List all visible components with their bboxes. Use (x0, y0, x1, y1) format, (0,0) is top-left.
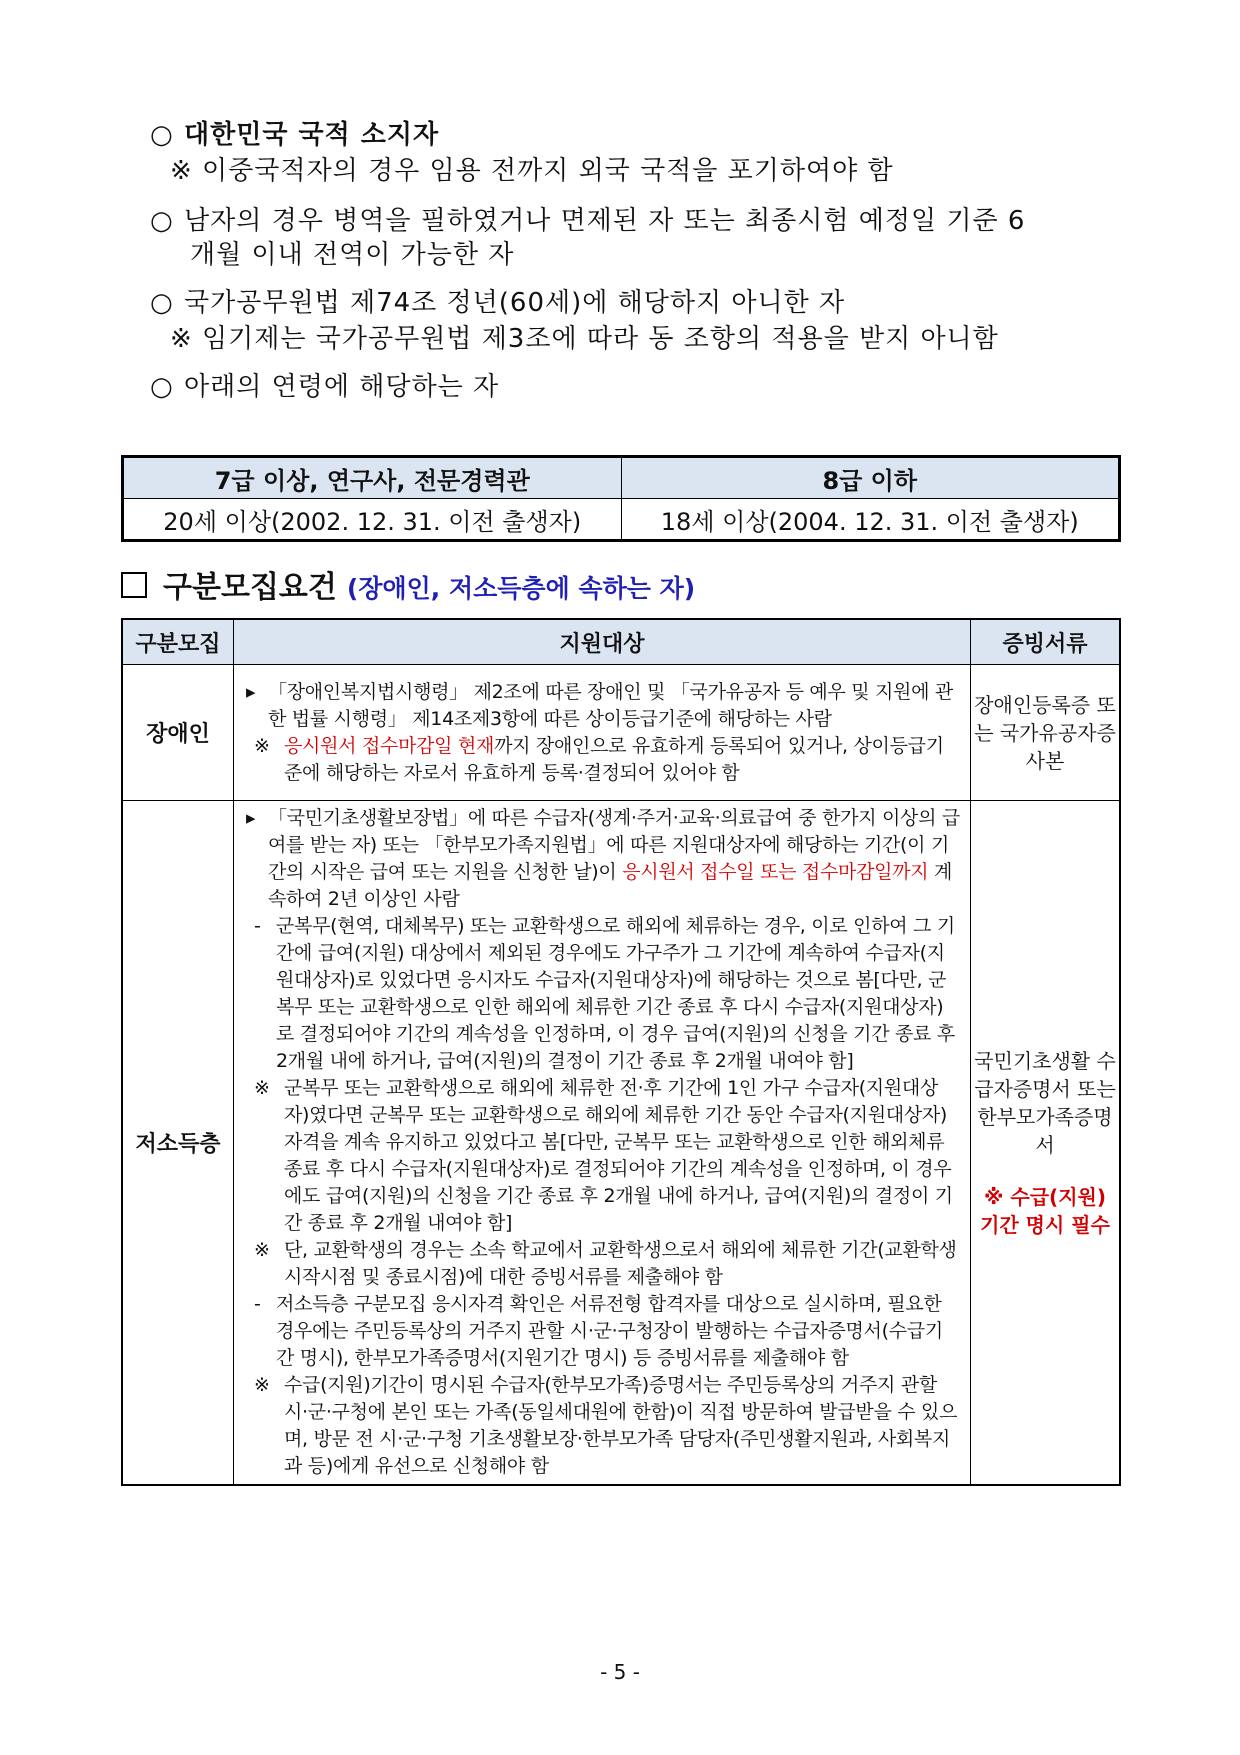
requirement-military (150, 200, 1025, 237)
reference-mark-icon: ※ (254, 1077, 270, 1099)
list-item: ※ 군복무 또는 교환학생으로 해외에 체류한 전·후 기간에 1인 가구 수급자(지원대상자)였다면 군복무 또는 교환학생으로 해외에 체류한 기간 동안 수급자(지원대상자) 자격을 계속 유지하고 있었다고 봄[다만, 군복무 또는 교환학생으로 인한 해외체류 종료 후 다시 수급자(지원대상자)로 결정되어야 기간의 계속성을 인정하며, 이 경우에도 급여(지원)의 신청을 기간 종료 후 2개월 내에 하거나, 급여(지원)의 결정이 기간 종료 후 2개월 내여야 함] (254, 1077, 953, 1234)
circle-bullet-icon: ○ (150, 372, 174, 402)
requirement-nationality (150, 114, 439, 151)
eligibility-content (234, 665, 971, 801)
list-item: ▸ 「장애인복지법시행령」 제2조에 따른 장애인 및 「국가유공자 등 예우 및 지원에 관한 법률 시행령」 제14조제3항에 따른 상이등급기준에 해당하는 사람 (246, 680, 953, 730)
requirement-text: 국가공무원법 제74조 정년(60세)에 해당하지 아니한 자 (184, 288, 846, 318)
dash-bullet-icon: - (254, 915, 261, 937)
table-cell: 18세 이상(2004. 12. 31. 이전 출생자) (621, 499, 1120, 541)
requirement-text: 남자의 경우 병역을 필하였거나 면제된 자 또는 최종시험 예정일 기준 6 (184, 206, 1026, 236)
requirement-text: 아래의 연령에 해당하는 자 (184, 372, 500, 402)
category-name: 저소득층 (122, 801, 234, 1486)
requirement-continuation: 개월 이내 전역이 가능한 자 (190, 240, 515, 270)
eligibility-content (234, 801, 971, 1486)
reference-mark-icon: ※ (170, 324, 193, 354)
list-item: - 군복무(현역, 대체복무) 또는 교환학생으로 해외에 체류하는 경우, 이로 인하여 그 기간에 급여(지원) 대상에서 제외된 경우에도 가구주가 그 기간에 계속하여 수급자(지원대상자)로 있었다면 응시자도 수급자(지원대상자)에 해당하는 것으로 봄[다만, 군복무 또는 교환학생으로 인한 해외에 체류한 기간 종료 후 다시 수급자(지원대상자)로 결정되어야 기간의 계속성을 인정하며, 이 경우 급여(지원)의 신청을 기간 종료 후 2개월 내에 하거나, 급여(지원)의 결정이 기간 종료 후 2개월 내여야 함] (254, 915, 955, 1072)
requirement-text: 대한민국 국적 소지자 (184, 120, 440, 150)
table-header-row (122, 619, 1120, 665)
highlight-text: 응시원서 접수마감일 현재 (284, 734, 495, 757)
circle-bullet-icon: ○ (150, 120, 174, 150)
proof-documents (971, 801, 1121, 1486)
proof-text: 국민기초생활 수급자증명서 또는 한부모가족증명서 (974, 1048, 1116, 1157)
table-header-row (123, 457, 1120, 499)
table-header: 지원대상 (234, 619, 971, 665)
circle-bullet-icon: ○ (150, 288, 174, 318)
dash-bullet-icon: - (254, 1293, 261, 1315)
list-item: ※ 응시원서 접수마감일 현재까지 장애인으로 유효하게 등록되어 있거나, 상이등급기준에 해당하는 자로서 유효하게 등록·결정되어 있어야 함 (254, 734, 944, 784)
category-name: 장애인 (122, 665, 234, 801)
list-item: ※ 수급(지원)기간이 명시된 수급자(한부모가족)증명서는 주민등록상의 거주지 관할 시·군·구청에 본인 또는 가족(동일세대원에 한함)이 직접 방문하여 발급받을 수 있으며, 방문 전 시·군·구청 기초생활보장·한부모가족 담당자(주민생활지원과, 사회복지과 등)에게 유선으로 신청해야 함 (254, 1374, 958, 1477)
table-header: 증빙서류 (971, 619, 1121, 665)
triangle-bullet-icon: ▸ (246, 807, 256, 829)
section-subtitle: (장애인, 저소득층에 속하는 자) (346, 574, 696, 603)
requirement-note (170, 318, 999, 355)
table-row (122, 665, 1120, 801)
list-item: - 저소득층 구분모집 응시자격 확인은 서류전형 합격자를 대상으로 실시하며, 필요한 경우에는 주민등록상의 거주지 관할 시·군·구청장이 발행하는 수급자증명서(수급기간 명시), 한부모가족증명서(지원기간 명시) 등 증빙서류를 제출해야 함 (254, 1293, 943, 1369)
list-item: ※ 단, 교환학생의 경우는 소속 학교에서 교환학생으로서 해외에 체류한 기간(교환학생 시작시점 및 종료시점)에 대한 증빙서류를 제출해야 함 (254, 1239, 957, 1288)
section-title: 구분모집요건 (163, 570, 337, 605)
triangle-bullet-icon: ▸ (246, 680, 256, 703)
category-table (121, 618, 1121, 1486)
requirement-retirement-age (150, 282, 845, 319)
age-table (121, 455, 1121, 542)
reference-mark-icon: ※ (254, 1239, 270, 1261)
section-heading (121, 562, 695, 606)
note-text: 이중국적자의 경우 임용 전까지 외국 국적을 포기하여야 함 (202, 156, 894, 186)
highlight-text: 응시원서 접수일 또는 접수마감일까지 (622, 861, 929, 883)
list-item: ▸ 「국민기초생활보장법」에 따른 수급자(생계·주거·교육·의료급여 중 한가지 이상의 급여를 받는 자) 또는 「한부모가족지원법」에 따른 지원대상자에 해당하는 기간(이 기간의 시작은 급여 또는 지원을 신청한 날)이 응시원서 접수일 또는 접수마감일까지 계속하여 2년 이상인 사람 (246, 807, 960, 910)
table-row (123, 499, 1120, 541)
table-cell: 20세 이상(2002. 12. 31. 이전 출생자) (123, 499, 622, 541)
proof-required-note: ※ 수급(지원) 기간 명시 필수 (980, 1184, 1110, 1237)
table-header: 7급 이상, 연구사, 전문경력관 (123, 457, 622, 499)
reference-mark-icon: ※ (254, 734, 270, 757)
proof-documents: 장애인등록증 또는 국가유공자증 사본 (971, 665, 1121, 801)
checkbox-square-icon (121, 572, 147, 598)
note-text: 임기제는 국가공무원법 제3조에 따라 동 조항의 적용을 받지 아니함 (202, 324, 999, 354)
circle-bullet-icon: ○ (150, 206, 174, 236)
requirement-note (170, 150, 894, 187)
table-row (122, 801, 1120, 1486)
reference-mark-icon: ※ (170, 156, 193, 186)
table-header: 구분모집 (122, 619, 234, 665)
reference-mark-icon: ※ (254, 1374, 270, 1396)
page-number: - 5 - (600, 1660, 640, 1684)
table-header: 8급 이하 (621, 457, 1120, 499)
requirement-age (150, 366, 499, 403)
